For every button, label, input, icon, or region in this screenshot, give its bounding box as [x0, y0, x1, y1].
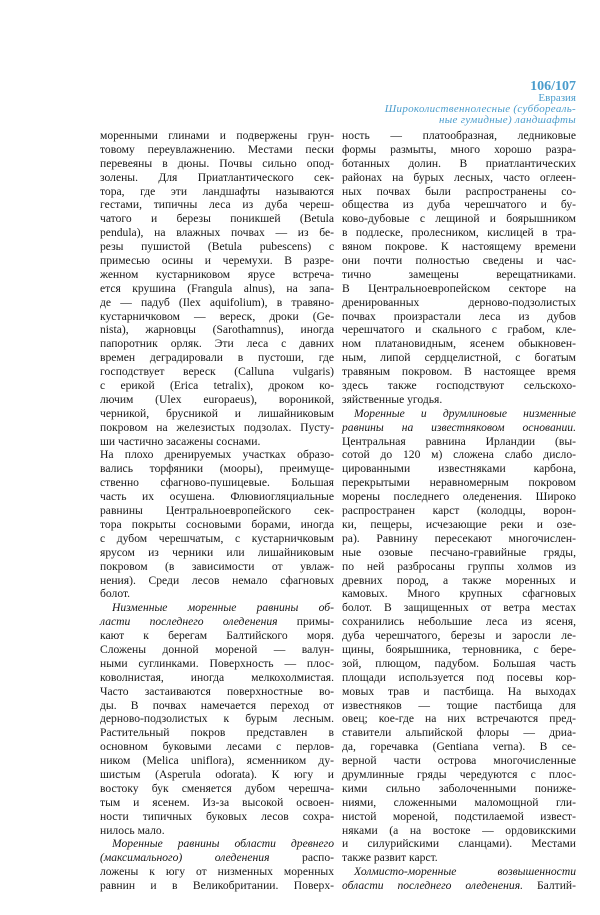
text-line	[342, 157, 576, 171]
text-line	[342, 657, 576, 671]
body-text: де — падуб (Ilex aquifolium), в травяно-	[100, 295, 334, 309]
body-text: общества из дуба черешчатого и бу-	[342, 198, 576, 212]
body-text: господствует вереск (Calluna vulgaris)	[100, 365, 334, 379]
text-line	[342, 740, 576, 754]
body-text: примесью осины и черемухи. В разре-	[100, 254, 334, 268]
text-line	[342, 504, 576, 518]
body-text: ном платановидным, ясенем обыкновен-	[342, 337, 576, 351]
body-text: тично замещены верещатниками.	[342, 267, 576, 281]
text-line	[342, 560, 576, 574]
body-text: тым и ясенем. Из-за высокой освоен-	[100, 795, 334, 809]
section-title: Евразия	[538, 92, 576, 104]
text-line	[100, 851, 334, 865]
text-line	[100, 351, 334, 365]
text-column-left	[100, 129, 334, 893]
body-text: кают к берегам Балтийского моря.	[100, 629, 334, 643]
body-text: ником (Melica uniflora), ясменником ду-	[100, 754, 334, 768]
body-text: ково-дубовые с лещиной и боярышником	[342, 212, 576, 226]
text-line	[100, 810, 334, 824]
body-text: ные озовые песчано-гравийные гряды,	[342, 545, 576, 559]
text-line	[100, 629, 334, 643]
text-line	[342, 518, 576, 532]
body-text: сохранились небольшие леса из ясеня,	[342, 615, 576, 629]
text-line	[342, 615, 576, 629]
body-text: травяным покровом. В настоящее время	[342, 365, 576, 379]
text-line	[342, 865, 576, 879]
body-text: примы-	[277, 615, 334, 629]
body-text: районах на бурых лесных, часто оглеен-	[342, 170, 576, 184]
text-line	[100, 198, 334, 212]
text-line	[100, 379, 334, 393]
body-text: ется крушина (Frangula alnus), на запа-	[100, 281, 334, 295]
text-line	[100, 407, 334, 421]
body-text: равнин и в Великобритании. Поверх-	[100, 879, 334, 893]
body-text: кими сильно заболоченными пониже-	[342, 781, 576, 795]
text-line	[100, 435, 334, 449]
text-line	[342, 685, 576, 699]
body-text: часть их осушена. Флювиогляциальные	[100, 490, 334, 504]
body-text: перекрытыми неравномерным покровом	[342, 476, 576, 490]
text-line	[100, 226, 334, 240]
text-line	[342, 268, 576, 282]
text-line	[100, 365, 334, 379]
body-text: с ерикой (Erica tetralix), дроком ко-	[100, 379, 334, 393]
body-text: мовых трав и пастбища. На выходах	[342, 684, 576, 698]
text-line	[100, 310, 334, 324]
body-text: Балтий-	[523, 879, 576, 893]
body-text: ды. В почвах намечается переход от	[100, 698, 334, 712]
text-line	[100, 532, 334, 546]
text-line	[100, 879, 334, 893]
body-text: Сложены донной мореной — валун-	[100, 642, 334, 656]
text-line	[342, 476, 576, 490]
text-line	[100, 268, 334, 282]
body-text: зой, плющом, падубом. Большая часть	[342, 656, 576, 670]
text-line	[342, 282, 576, 296]
text-line	[100, 643, 334, 657]
italic-heading-text: Холмисто-моренные возвышенности	[354, 865, 576, 879]
body-text: дерново-подзолистых к бурым лесным.	[100, 712, 334, 726]
italic-heading-text: ласти последнего оледенения	[100, 615, 278, 629]
body-text: также развит карст.	[342, 851, 438, 865]
text-line	[342, 212, 576, 226]
body-text: товому переувлажнению. Местами пески	[100, 142, 334, 156]
body-text: шистым (Asperula odorata). К югу и	[100, 767, 334, 781]
body-text: овец; кое-где на них встречаются пред-	[342, 712, 576, 726]
body-text: Центральная равнина Ирландии (вы-	[342, 434, 576, 448]
body-text: nista), жарновцы (Sarothamnus), иногда	[100, 323, 334, 337]
body-text: женном кустарниковом ярусе встреча-	[100, 267, 334, 281]
text-line	[342, 143, 576, 157]
text-line	[342, 435, 576, 449]
body-text: В Центральноевропейском секторе на	[342, 281, 576, 295]
text-column-right	[342, 129, 576, 893]
text-line	[342, 810, 576, 824]
body-text: ярусом из черники или лишайниковым	[100, 545, 334, 559]
body-text: ности типичных буковых лесов сохра-	[100, 809, 334, 823]
body-text: почвах произрастали леса из дубов	[342, 309, 576, 323]
text-line	[342, 879, 576, 893]
text-line	[342, 796, 576, 810]
body-text: ставители альпийской флоры — дриа-	[342, 726, 576, 740]
body-text: черникой, брусникой и лишайниковым	[100, 406, 334, 420]
text-line	[342, 337, 576, 351]
text-line	[342, 323, 576, 337]
text-line	[342, 407, 576, 421]
text-line	[100, 171, 334, 185]
body-text: формы размыты, много хорошо разра-	[342, 142, 576, 156]
text-line	[342, 490, 576, 504]
text-line	[342, 532, 576, 546]
text-line	[100, 712, 334, 726]
body-text: чатого и березы поникшей (Betula	[100, 212, 334, 226]
body-text: покровом (в зависимости от увлаж-	[100, 559, 334, 573]
body-text: ными суглинками. Поверхность — плос-	[100, 656, 334, 670]
text-line	[100, 560, 334, 574]
text-line	[100, 393, 334, 407]
text-line	[342, 546, 576, 560]
body-text: они почти полностью сведены и час-	[342, 254, 576, 268]
body-text: основном буковыми лесами с перлов-	[100, 740, 334, 754]
body-text: Часто застаиваются поверхностные во-	[100, 684, 334, 698]
body-text: известняков — тощие пастбища для	[342, 698, 576, 712]
body-text: ственно сфагново-пушицевые. Большая	[100, 476, 334, 490]
text-line	[100, 685, 334, 699]
text-line	[342, 851, 576, 865]
body-text: болот.	[100, 587, 131, 601]
body-text: папоротник орляк. Эти леса с давних	[100, 337, 334, 351]
text-line	[100, 143, 334, 157]
body-text: перевеяны в дюны. Почвы сильно опод-	[100, 156, 334, 170]
text-line	[100, 587, 334, 601]
text-line	[342, 240, 576, 254]
body-text: вались торфяники (мооры), преимуще-	[100, 462, 334, 476]
text-line	[342, 587, 576, 601]
text-line	[342, 185, 576, 199]
body-text: да, горечавка (Gentiana verna). В се-	[342, 740, 576, 754]
body-text: лючим (Ulex europaeus), вороникой,	[100, 392, 334, 406]
text-line	[342, 310, 576, 324]
body-text: ложены к югу от низменных моренных	[100, 865, 334, 879]
text-line	[100, 671, 334, 685]
body-text: кустарничковом — вереск, дроки (Ge-	[100, 309, 334, 323]
body-text: сотой до 120 м) сложена слабо дисло-	[342, 448, 576, 462]
text-line	[342, 712, 576, 726]
body-text: времен деградировали в пустоши, где	[100, 351, 334, 365]
body-text: гестами, типичны леса из дуба череш-	[100, 198, 334, 212]
body-text: распо-	[269, 851, 334, 865]
text-line	[342, 601, 576, 615]
text-line	[342, 643, 576, 657]
text-line	[100, 824, 334, 838]
body-text: дренированных дерново-подзолистых	[342, 295, 576, 309]
text-line	[342, 754, 576, 768]
italic-heading-text: (максимального) оледенения	[100, 851, 270, 865]
body-text: резы пушистой (Betula pubescens) с	[100, 240, 334, 254]
body-text: камовых. Много крупных сфагновых	[342, 587, 576, 601]
text-line	[100, 837, 334, 851]
body-text: с дубом черешчатым, с кустарничковым	[100, 531, 334, 545]
text-line	[100, 546, 334, 560]
text-line	[100, 240, 334, 254]
body-text: ра). Равнину пересекают многочислен-	[342, 531, 576, 545]
text-line	[100, 574, 334, 588]
body-text: моренными глинами и подвержены грун-	[100, 129, 334, 142]
italic-heading-text: Низменные моренные равнины об-	[112, 601, 334, 615]
body-text: ниями, сложенными маломощной гли-	[342, 795, 576, 809]
text-line	[100, 865, 334, 879]
body-text: площади используется под посевы кор-	[342, 670, 576, 684]
body-text: нения). Среди лесов немало сфагновых	[100, 573, 334, 587]
body-text: верной части острова многочисленные	[342, 754, 576, 768]
text-line	[100, 323, 334, 337]
body-text: древних пород, а также моренных и	[342, 573, 576, 587]
body-text: болот. В защищенных от ветра местах	[342, 601, 576, 615]
text-line	[342, 699, 576, 713]
chapter-subtitle-line-1: Широколиственнолесные (суббореаль-	[384, 103, 576, 115]
body-text: ботанных долин. В приатлантических	[342, 156, 576, 170]
text-line	[342, 198, 576, 212]
italic-heading-text: равнины на известняковом основании.	[342, 420, 576, 434]
body-text: цированными известняками карбона,	[342, 462, 576, 476]
text-line	[100, 490, 334, 504]
text-line	[342, 824, 576, 838]
text-line	[100, 129, 334, 143]
text-line	[100, 448, 334, 462]
text-line	[100, 296, 334, 310]
text-line	[100, 157, 334, 171]
text-line	[100, 421, 334, 435]
body-text: На плохо дренируемых участках образо-	[100, 448, 334, 462]
text-line	[342, 462, 576, 476]
text-line	[100, 601, 334, 615]
text-line	[100, 518, 334, 532]
text-line	[342, 393, 576, 407]
body-text: тора, где эти ландшафты называются	[100, 184, 334, 198]
body-text: черешчатого и скального с грабом, кле-	[342, 323, 576, 337]
body-text: ки, пещеры, исчезающие реки и озе-	[342, 517, 576, 531]
body-text: золены. Для Приатлантического сек-	[100, 170, 334, 184]
text-line	[100, 615, 334, 629]
text-line	[100, 768, 334, 782]
body-text: равнины Центральноевропейского сек-	[100, 504, 334, 518]
text-line	[100, 754, 334, 768]
body-text: ши частично засажены соснами.	[100, 434, 261, 448]
body-text: ным, липой сердцелистной, с богатым	[342, 351, 576, 365]
text-line	[342, 129, 576, 143]
italic-heading-text: области последнего оледенения.	[342, 879, 524, 893]
text-line	[100, 782, 334, 796]
italic-heading-text: Моренные равнины области древнего	[112, 837, 334, 851]
body-text: здесь также господствуют сельскохо-	[342, 379, 576, 393]
body-text: дуба черешчатого, березы и заросли ле-	[342, 629, 576, 643]
text-line	[100, 657, 334, 671]
body-text: коволнистая, иногда мелкохолмистая.	[100, 670, 334, 684]
text-line	[100, 699, 334, 713]
body-text: нилось мало.	[100, 823, 165, 837]
text-line	[342, 351, 576, 365]
body-text: ных почвах были распространены со-	[342, 184, 576, 198]
body-text: распространен карст (колодцы, ворон-	[342, 504, 576, 518]
text-line	[342, 171, 576, 185]
body-text: в подлеске, пролесником, кислицей в тра-	[342, 226, 576, 240]
text-line	[100, 337, 334, 351]
body-text: ность — платообразная, ледниковые	[342, 129, 576, 142]
body-text: востоку бук сменяется дубом черешча-	[100, 781, 334, 795]
text-line	[342, 837, 576, 851]
body-text: морены последнего оледенения. Широко	[342, 490, 576, 504]
text-line	[100, 212, 334, 226]
text-line	[100, 254, 334, 268]
body-text: тора покрыты сосновыми борами, иногда	[100, 517, 334, 531]
text-line	[342, 782, 576, 796]
page-numbers: 106/107	[530, 79, 576, 94]
body-text: няками (а на востоке — ордовикскими	[342, 823, 576, 837]
text-line	[342, 379, 576, 393]
body-text: и силурийскими сланцами). Местами	[342, 837, 576, 851]
text-line	[342, 296, 576, 310]
text-line	[342, 448, 576, 462]
text-line	[342, 254, 576, 268]
text-line	[342, 421, 576, 435]
body-text: покровом на железистых подзолах. Пусту-	[100, 420, 334, 434]
italic-heading-text: Моренные и друмлиновые низменные	[354, 406, 576, 420]
text-line	[100, 282, 334, 296]
running-header	[385, 80, 576, 126]
body-text: нистой мореной, подстилаемой извест-	[342, 809, 576, 823]
text-line	[100, 796, 334, 810]
text-line	[342, 574, 576, 588]
text-line	[100, 462, 334, 476]
body-text: Растительный покров представлен в	[100, 726, 334, 740]
text-line	[100, 504, 334, 518]
text-line	[100, 185, 334, 199]
text-line	[342, 768, 576, 782]
text-line	[342, 726, 576, 740]
text-line	[342, 671, 576, 685]
text-line	[100, 726, 334, 740]
text-line	[100, 476, 334, 490]
text-line	[342, 226, 576, 240]
body-text: по ней разбросаны группы холмов из	[342, 559, 576, 573]
text-line	[342, 365, 576, 379]
body-text: щины, боярышника, терновника, с бере-	[342, 642, 576, 656]
body-text: друмлинные гряды чередуются с плос-	[342, 767, 576, 781]
body-text: вяном покрове. К настоящему времени	[342, 240, 576, 254]
text-line	[342, 629, 576, 643]
text-line	[100, 740, 334, 754]
chapter-subtitle-line-2: ные гумидные) ландшафты	[439, 114, 576, 126]
body-text: pendula), на влажных почвах — из бе-	[100, 226, 334, 240]
body-text: зяйственные угодья.	[342, 392, 443, 406]
